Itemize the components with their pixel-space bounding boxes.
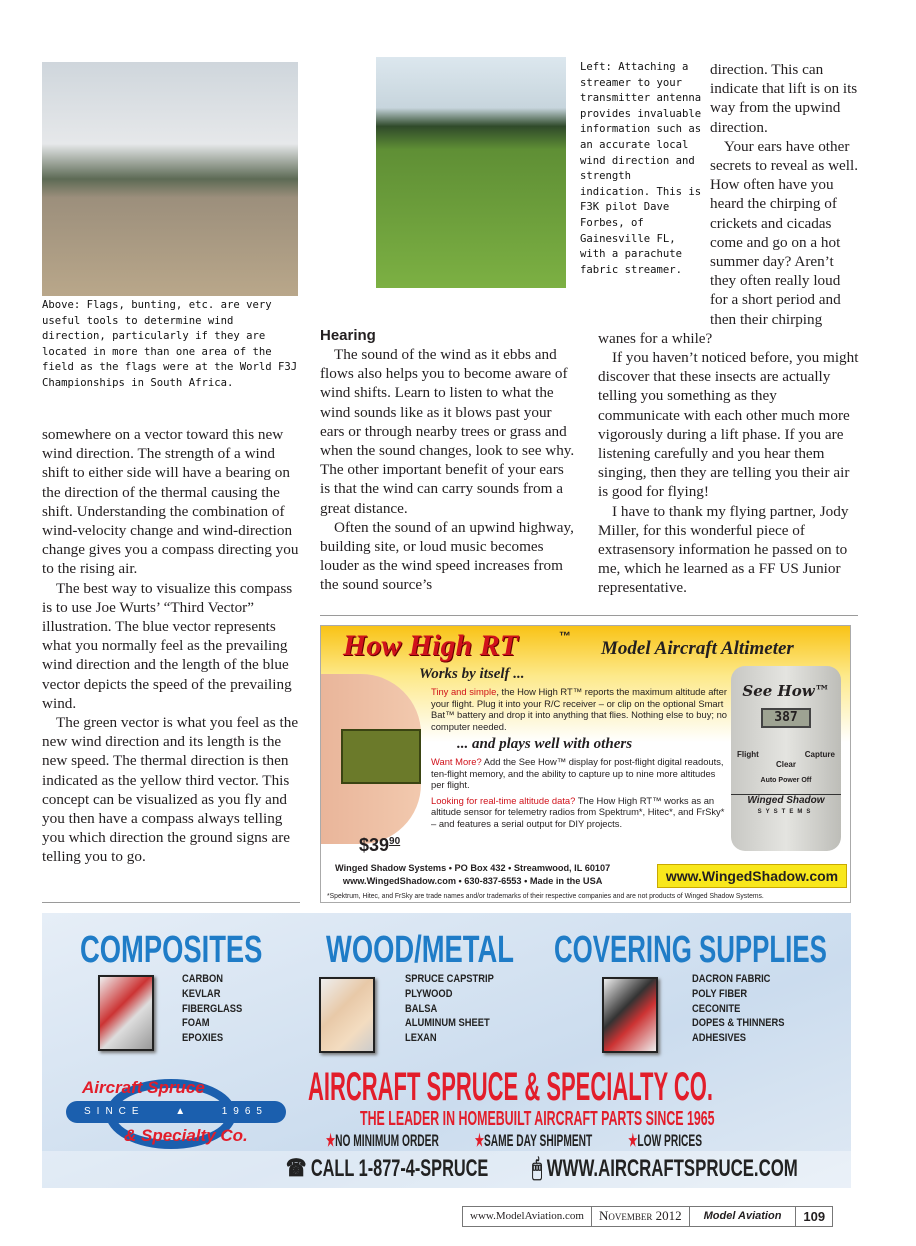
ad-disclaimer: *Spektrum, Hitec, and FrSky are trade names and/or trademarks of their respective companies and are not products of Winged Shadow Systems. <box>327 891 764 900</box>
list-item: EPOXIES <box>182 1032 224 1045</box>
logo-year: 1965 <box>221 1106 268 1117</box>
paragraph: I have to thank my flying partner, Jody Miller, for this wonderful piece of extrasensory information he passed on to me, which he learned as a FF US Junior representative. <box>598 502 849 597</box>
website <box>532 1157 798 1181</box>
paragraph: The best way to visualize this compass is to use Joe Wurts’ “Third Vector” illustration. The blue vector represents what you normally feel as the prevailing wind direction and the length of the blue vector depicts the speed of the prevailing wind. <box>42 579 293 712</box>
list-item: PLYWOOD <box>405 987 453 1000</box>
ad-brand: How High RT <box>343 629 519 662</box>
ad-highlight: Looking for real-time altitude data? <box>431 794 576 806</box>
list-item: ALUMINUM SHEET <box>405 1017 490 1030</box>
section-heading: Hearing <box>320 327 376 344</box>
ad-contact: www.WingedShadow.com • 630-837-6553 • Made in the USA <box>342 876 603 886</box>
device-flight-label: Flight <box>737 750 759 759</box>
footer-date: November 2012 <box>592 1207 690 1226</box>
device-brand: Winged Shadow <box>731 794 841 807</box>
paragraph: somewhere on a vector toward this new wind direction. The strength of a wind shift to either side will have a bearing on the direction of the thermal causing the shift. Understanding the combination of wind-velocity change and wind-direction change gives you a compass directing you to the rising air. <box>42 426 299 578</box>
logo-since: SINCE <box>84 1106 145 1117</box>
mouse-icon: 🖱 <box>532 1155 547 1182</box>
column-3 <box>598 60 860 598</box>
hand-with-altimeter-image <box>321 674 421 844</box>
category-list <box>692 972 784 1046</box>
ad-body <box>431 686 727 833</box>
star-icon: ★ <box>628 1131 638 1150</box>
ad-tagline: Model Aircraft Altimeter <box>601 638 794 659</box>
page-footer <box>462 1206 833 1227</box>
list-item: BALSA <box>405 1002 438 1015</box>
ad-heading-1: Works by itself ... <box>419 666 525 682</box>
paragraph: The sound of the wind as it ebbs and flows also helps you to become aware of wind shifts. Learn to listen to what the wind sounds like as it blows past your ears or through nearby trees or grass and when the sound changes, look to see why. The other important benefit of your ears is that the wind can carry sounds from a great distance. <box>320 346 575 517</box>
feature-item: ★LOW PRICES <box>628 1131 703 1150</box>
category-list <box>182 972 242 1046</box>
right-photo-caption: Left: Attaching a streamer to your transmitter antenna provides invaluable information such as an accurate local wind direction and strength indication. This is F3K pilot Dave Forbes, of Gainesville FL, with a parachute fabric streamer. <box>580 61 702 276</box>
device-auto-off-label: Auto Power Off <box>760 777 812 784</box>
aircraft-spruce-logo <box>66 1071 286 1151</box>
trademark: ™ <box>559 629 571 643</box>
category-list <box>405 972 494 1046</box>
ad-text: Add the See How™ display for post-flight digital readouts, ten-flight memory, and the ability to capture up to nine more altitudes per flight. <box>431 756 724 790</box>
device-clear-label: Clear <box>775 760 796 769</box>
column-2 <box>320 326 576 595</box>
ad-highlight: Tiny and simple <box>431 686 497 697</box>
paragraph: direction. This can indicate that lift is on its way from the upwind direction. <box>710 61 858 136</box>
paragraph: The green vector is what you feel as the new wind direction and its length is the new speed. The thermal direction is then indicated as the yellow third vector. This concept can be visualized as you fly and you then have a compass always telling you which direction the ground signs are telling you to go. <box>42 714 299 866</box>
phone <box>286 1157 488 1181</box>
circuit-board-image <box>341 729 421 784</box>
tree-icon: ▲ <box>175 1106 192 1117</box>
device-name: See How™ <box>742 682 830 700</box>
device-brand-sub: SYSTEMS <box>757 809 815 815</box>
wood-metal-product-image <box>319 977 375 1053</box>
category-title: COMPOSITES <box>80 929 263 971</box>
logo-top-text: Aircraft Spruce <box>82 1078 205 1097</box>
list-item: ADHESIVES <box>692 1032 747 1045</box>
list-item: SPRUCE CAPSTRIP <box>405 973 494 985</box>
list-item: FOAM <box>182 1017 210 1030</box>
logo-bottom-text: & Specialty Co. <box>124 1126 248 1145</box>
composites-product-image <box>98 975 154 1051</box>
list-item: LEXAN <box>405 1032 437 1045</box>
feature-item: ★NO MINIMUM ORDER <box>326 1131 439 1150</box>
list-item: DACRON FABRIC <box>692 973 771 985</box>
divider <box>42 902 300 903</box>
device-display: 387 <box>761 708 811 728</box>
ad-heading-2: ... and plays well with others <box>457 736 633 752</box>
paragraph: Often the sound of an upwind highway, building site, or loud music becomes louder as the wind speed increases from the sound source’s <box>320 518 574 594</box>
feature-list <box>326 1132 702 1149</box>
price: $\$39^{90}$ <box>359 835 401 855</box>
list-item: CARBON <box>182 973 224 985</box>
paragraph: Your ears have other secrets to reveal as well. How often have you heard the chirping of crickets and cicadas come and go on a hot summer day? Aren’t they often really loud for a short period and then their chirping wanes for a while? <box>598 137 859 347</box>
covering-product-image <box>602 977 658 1053</box>
list-item: POLY FIBER <box>692 987 748 1000</box>
see-how-device-image <box>731 666 841 851</box>
company-name: AIRCRAFT SPRUCE & SPECIALTY CO. <box>308 1065 713 1109</box>
left-photo-caption: Above: Flags, bunting, etc. are very useful tools to determine wind direction, particularly if they are located in more than one area of the field as the flags were at the World F3J Championships in South Africa. <box>42 299 298 389</box>
footer-site[interactable]: www.ModelAviation.com <box>463 1207 592 1226</box>
phone-icon: ☎ <box>286 1155 311 1182</box>
wind-flags-photo <box>42 62 298 296</box>
feature-item: ★SAME DAY SHIPMENT <box>474 1131 593 1150</box>
list-item: KEVLAR <box>182 987 221 1000</box>
pilot-streamer-photo <box>376 57 566 288</box>
ad-highlight: Want More? <box>431 756 482 767</box>
ad-text: The How High RT™ works as an altitude sensor for telemetry radios from Spektrum*, Hitec*, and FrSky* – and features a serial output for DIY projects. <box>431 794 725 829</box>
divider <box>320 615 858 616</box>
star-icon: ★ <box>474 1131 484 1150</box>
caption-spacer <box>598 60 710 324</box>
device-capture-label: Capture <box>804 750 835 759</box>
ad-url-link[interactable]: www.WingedShadow.com <box>657 864 847 888</box>
ad-address: Winged Shadow Systems • PO Box 432 • Streamwood, IL 60107 <box>335 863 611 873</box>
list-item: CECONITE <box>692 1002 741 1015</box>
aircraft-spruce-ad[interactable] <box>42 913 851 1188</box>
column-1 <box>42 425 304 867</box>
category-title: COVERING SUPPLIES <box>554 929 827 971</box>
phone-link[interactable]: CALL 1-877-4-SPRUCE <box>310 1155 489 1182</box>
company-slogan: THE LEADER IN HOMEBUILT AIRCRAFT PARTS SINCE 1965 <box>360 1108 715 1130</box>
category-title: WOOD/METAL <box>326 929 514 971</box>
paragraph: If you haven’t noticed before, you might discover that these insects are actually telling you something as they communicate with each other much more vigorously during a lift phase. If you are listening carefully and you hear them singing, then they are telling you their air is good for flying! <box>598 349 859 501</box>
list-item: FIBERGLASS <box>182 1002 243 1015</box>
list-item: DOPES & THINNERS <box>692 1017 785 1030</box>
how-high-rt-ad[interactable] <box>320 625 851 903</box>
page-number: 109 <box>803 1209 826 1224</box>
footer-magazine: Model Aviation <box>690 1207 797 1226</box>
website-link[interactable]: WWW.AIRCRAFTSPRUCE.COM <box>546 1155 798 1182</box>
ad-text: , the How High RT™ reports the maximum altitude after your flight. Plug it into your R/C receiver – or clip on the optional Smart Bat™ battery and drop it into anything that flies. Nothing else to buy; no computer needed. <box>431 686 728 732</box>
star-icon: ★ <box>326 1131 336 1150</box>
